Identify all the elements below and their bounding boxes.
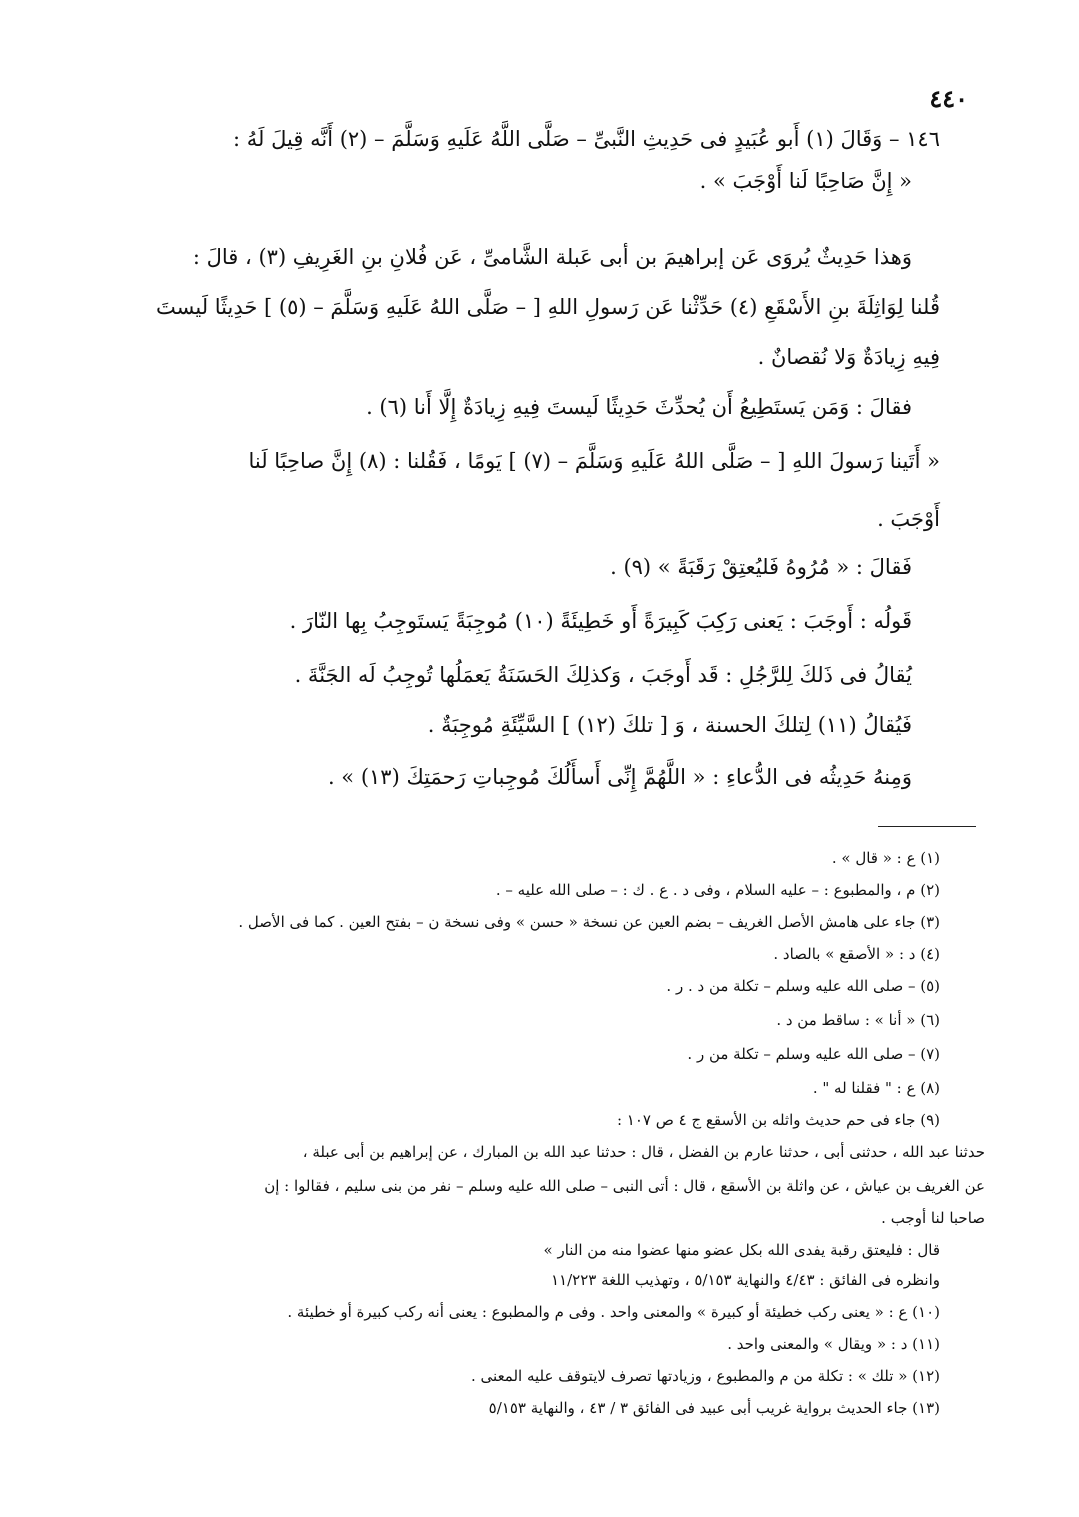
footnote: (١١) د : « ويقال » والمعنى واحد . (727, 1335, 940, 1353)
footnote: (٨) ع : " فقلنا له " . (812, 1079, 940, 1097)
text-line: يُقالُ فى ذَلكَ لِلرَّجُلِ : قَد أَوجَبَ ، وَكذلِكَ الحَسَنَةُ يَعمَلُها تُوجِبُ لَه الجَنَّةَ . (294, 663, 912, 687)
text-line: وَمِنهُ حَدِيثُه فى الدُّعاءِ : « اللَّهُمَّ إِنِّى أَسأَلُكَ مُوجِباتِ رَحمَتِكَ (١٣) » . (327, 765, 912, 789)
text-line: أَوْجَبَ . (877, 507, 940, 531)
footnote: قال : فليعتق رقبة يفدى الله بكل عضو منها عضوا منه من النار » (543, 1241, 940, 1259)
page-number: ٤٤٠ (929, 84, 968, 113)
text-line: وَهذا حَدِيثٌ يُروَى عَن إبراهيمَ بن أبى عَبلة الشَّامىِّ ، عَن فُلانِ بنِ الغَرِيفِ (٣) ، قالَ : (192, 245, 912, 269)
footnote: (٩) جاء فى حم حديث واثله بن الأسقع ج ٤ ص ١٠٧ : (616, 1111, 940, 1129)
footnote: (٧) – صلى الله عليه وسلم – تكلة من ر . (687, 1045, 940, 1063)
text-line: فَقالَ : « مُرُوهُ فَليُعتِقْ رَقَبَةً » (٩) . (610, 555, 912, 579)
footnote-divider (878, 826, 976, 827)
quote-line: حدثنا عبد الله ، حدثنى أبى ، حدثنا عارم بن الفضل ، قال : حدثنا عبد الله بن المبارك ، عن إبراهيم بن أبى عبلة ، (302, 1143, 985, 1161)
text-line: « أَتَينا رَسولَ اللهِ [ – صَلَّى اللهُ عَلَيهِ وَسَلَّمَ – (٧) ] يَومًا ، فَقُلنا : (٨) إِنَّ صاحِبًا لَنا (248, 449, 940, 473)
footnote: (١٠) ع : « يعنى ركب خطيئة أو كبيرة » والمعنى واحد . وفى م والمطبوع : يعنى أنه ركب كبيرة أو خطيئة . (287, 1303, 940, 1321)
text-line: ١٤٦ – وَقَالَ (١) أَبو عُبَيدٍ فى حَدِيثِ النَّبىِّ – صَلَّى اللَّهُ عَلَيهِ وَسَلَّمَ – (٢) أَنَّه قِيلَ لَهُ : (233, 127, 940, 151)
text-line: فِيهِ زِيادَةٌ وَلا نُقصانٌ . (757, 345, 940, 369)
text-line: قُلنا لِوَاثِلَةَ بنِ الأَسْقَعِ (٤) حَدِّثْنا عَن رَسولِ اللهِ [ – صَلَّى اللهُ عَلَيهِ وَسَلَّمَ – (٥) ] حَدِيثًا لَيستَ (156, 295, 940, 319)
text-line: قَولُه : أَوجَبَ : يَعنى رَكِبَ كَبِيرَةً أَو خَطِيئَةً (١٠) مُوجِبَةً يَستَوجِبُ بِها النّارَ . (289, 609, 912, 633)
footnote: (٤) د : « الأصقع » بالصاد . (773, 945, 940, 963)
footnote: (١٣) جاء الحديث برواية غريب أبى عبيد فى الفائق ٣ / ٤٣ ، والنهاية ٥/١٥٣ (488, 1399, 940, 1417)
text-line: فَيُقالُ (١١) لِتلكَ الحسنة ، وَ [ تلكَ (١٢) ] السَّيِّئَةِ مُوجِبَةٌ . (427, 713, 912, 737)
footnote: (٢) م ، والمطبوع : – عليه السلام ، وفى د . ع . ك : – صلى الله عليه – . (495, 881, 940, 899)
footnote: (٥) – صلى الله عليه وسلم – تكلة من د . ر . (666, 977, 940, 995)
footnote: (١٢) « تلك » : تكلة من م والمطبوع ، وزيادتها تصرف لايتوقف عليه المعنى . (471, 1367, 940, 1385)
footnote: (٦) « أنا » : ساقط من د . (776, 1011, 940, 1029)
footnote: (١) ع : « قال » . (831, 849, 940, 867)
footnote: (٣) جاء على هامش الأصل الغريف – بضم العين عن نسخة « حسن » وفى نسخة ن – بفتح العين . كما فى الأصل . (238, 913, 940, 931)
text-line: « إِنَّ صَاحِبًا لَنا أَوْجَبَ » . (699, 169, 912, 193)
text-line: فقالَ : وَمَن يَستَطِيعُ أَن يُحدِّثَ حَدِيثًا لَيستَ فِيهِ زِيادَةٌ إِلَّا أَنا (٦) . (366, 395, 912, 419)
quote-line: صاحبا لنا أوجب . (881, 1209, 985, 1227)
footnote: وانظره فى الفائق : ٤/٤٣ والنهاية ٥/١٥٣ ، وتهذيب اللغة ١١/٢٢٣ (550, 1271, 940, 1289)
quote-line: عن الغريف بن عياش ، عن واثلة بن الأسقع ، قال : أتى النبى – صلى الله عليه وسلم – نفر من بنى سليم ، فقالوا : إن (264, 1177, 985, 1195)
